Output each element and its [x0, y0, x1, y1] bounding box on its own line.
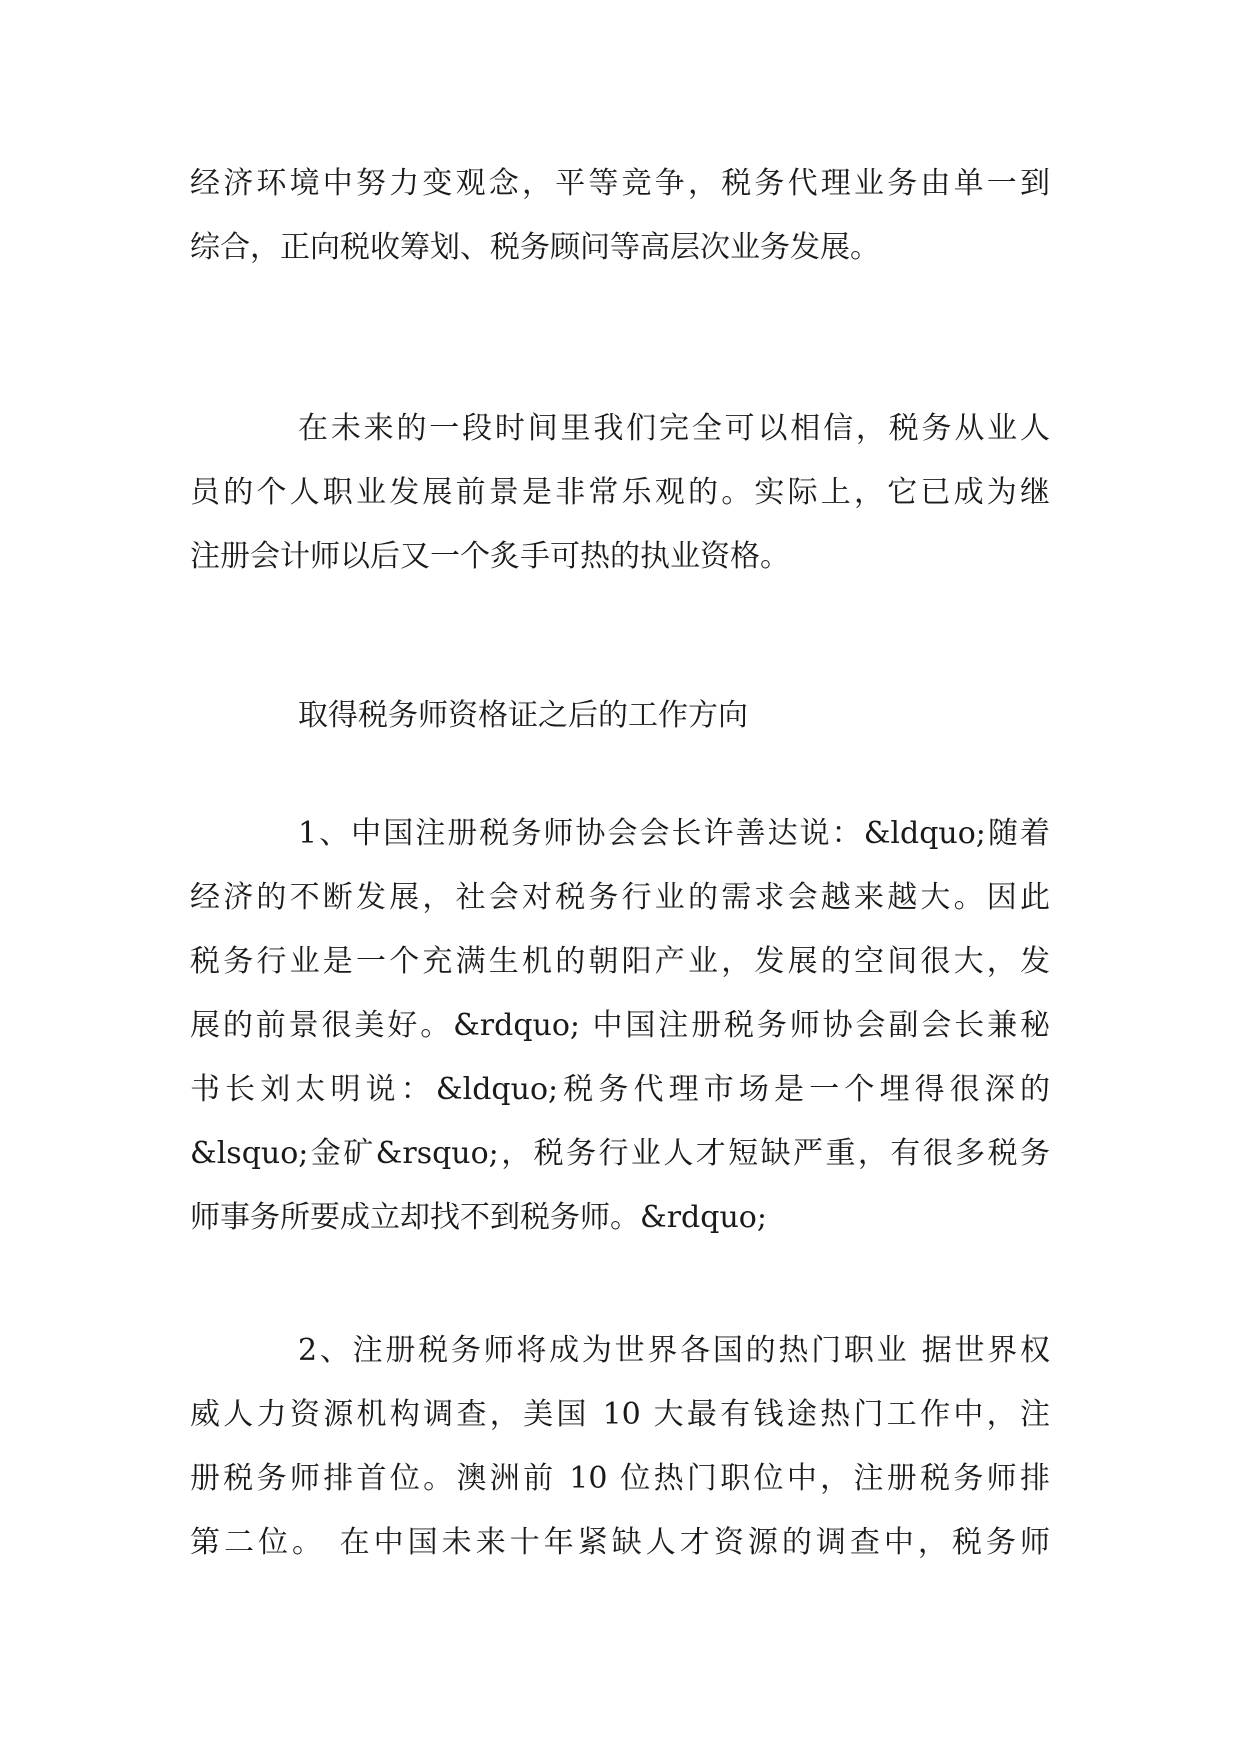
text-line: 威人力资源机构调查，美国 10 大最有钱途热门工作中，注	[190, 1397, 1050, 1432]
text-line: 经济环境中努力变观念，平等竞争，税务代理业务由单一到	[190, 166, 1050, 201]
text-line: 注册会计师以后又一个炙手可热的执业资格。	[190, 539, 790, 574]
text-line: 税务行业是一个充满生机的朝阳产业，发展的空间很大，发	[190, 944, 1050, 979]
section-heading	[190, 684, 1050, 748]
text-line: 展的前景很美好。&rdquo; 中国注册税务师协会副会长兼秘	[190, 1008, 1050, 1043]
text-line: &lsquo;金矿&rsquo;，税务行业人才短缺严重，有很多税务	[190, 1136, 1050, 1171]
paragraph-continuation	[190, 152, 1050, 280]
text-line: 师事务所要成立却找不到税务师。&rdquo;	[190, 1200, 767, 1235]
paragraph-item-2	[190, 1319, 1050, 1575]
text-line: 综合，正向税收筹划、税务顾问等高层次业务发展。	[190, 230, 880, 265]
text-line: 1、中国注册税务师协会会长许善达说：&ldquo;随着	[298, 816, 1050, 851]
text-line: 书长刘太明说：&ldquo;税务代理市场是一个埋得很深的	[190, 1072, 1050, 1107]
text-line: 员的个人职业发展前景是非常乐观的。实际上，它已成为继	[190, 475, 1050, 510]
text-line: 经济的不断发展，社会对税务行业的需求会越来越大。因此	[190, 880, 1050, 915]
paragraph-item-1	[190, 802, 1050, 1250]
text-line: 在未来的一段时间里我们完全可以相信，税务从业人	[298, 411, 1050, 446]
heading-text: 取得税务师资格证之后的工作方向	[298, 698, 748, 733]
text-line: 册税务师排首位。澳洲前 10 位热门职位中，注册税务师排	[190, 1461, 1050, 1496]
paragraph-outlook	[190, 397, 1050, 589]
text-line: 2、注册税务师将成为世界各国的热门职业 据世界权	[298, 1333, 1050, 1368]
text-line: 第二位。 在中国未来十年紧缺人才资源的调查中，税务师	[190, 1525, 1050, 1560]
